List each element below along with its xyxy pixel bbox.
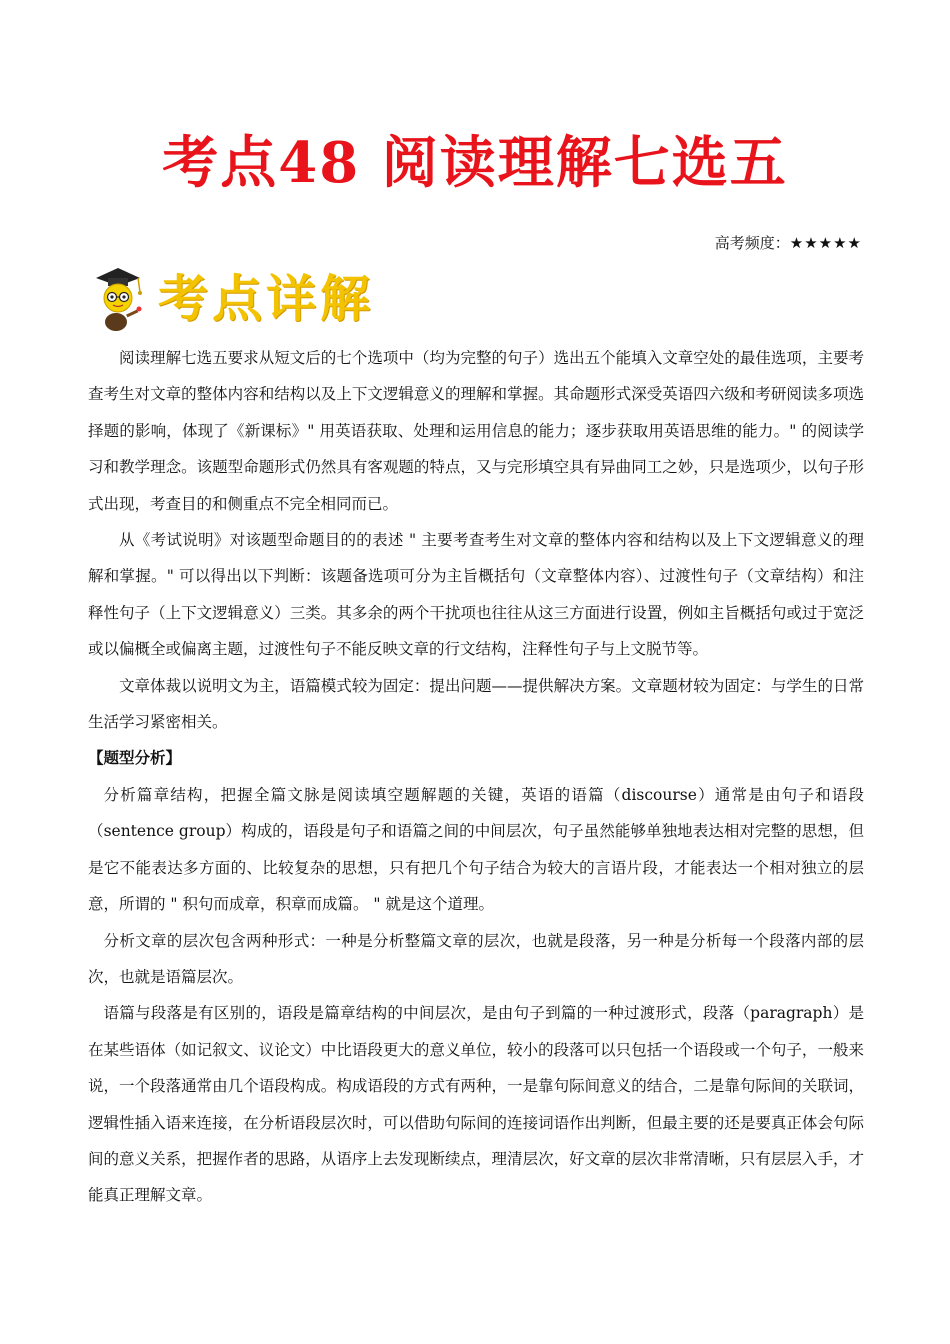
analysis-paragraph-3: 语篇与段落是有区别的，语段是篇章结构的中间层次，是由句子到篇的一种过渡形式，段落（paragraph）是在某些语体（如记叙文、议论文）中比语段更大的意义单位，较小的段落可以只包括一个语段或一个句子，一般来说，一个段落通常由几个语段构成。构成语段的方式有两种，一是靠句际间意义的结合，二是靠句际间的关联词，逻辑性插入语来连接，在分析语段层次时，可以借助句际间的连接词语作出判断，但最主要的还是要真正体会句际间的意义关系，把握作者的思路，从语序上去发现断续点，理清层次，好文章的层次非常清晰，只有层层入手，才能真正理解文章。: [88, 1004, 864, 1205]
frequency-stars: ★★★★★: [789, 234, 862, 252]
section-banner-title: 考点详解: [158, 270, 374, 328]
intro-paragraph-3: 文章体裁以说明文为主，语篇模式较为固定：提出问题——提供解决方案。文章题材较为固定：与学生的日常生活学习紧密相关。: [88, 676, 864, 732]
analysis-heading: 【题型分析】: [88, 748, 182, 768]
graduate-mascot-icon: [90, 264, 150, 334]
intro-paragraph-1: 阅读理解七选五要求从短文后的七个选项中（均为完整的句子）选出五个能填入文章空处的最佳选项，主要考查考生对文章的整体内容和结构以及上下文逻辑意义的理解和掌握。其命题形式深受英语四六级和考研阅读多项选择题的影响，体现了《新课标》" 用英语获取、处理和运用信息的能力；逐步获取用英语思维的能力。" 的阅读学习和教学理念。该题型命题形式仍然具有客观题的特点，又与完形填空具有异曲同工之妙，只是选项少，以句子形式出现，考查目的和侧重点不完全相同而已。: [88, 349, 864, 513]
section-banner: [90, 264, 374, 334]
page-title: 考点48 阅读理解七选五: [162, 130, 788, 196]
intro-paragraph-2: 从《考试说明》对该题型命题目的的表述 " 主要考查考生对文章的整体内容和结构以及上下文逻辑意义的理解和掌握。" 可以得出以下判断：该题备选项可分为主旨概括句（文章整体内容）、过渡性句子（文章结构）和注释性句子（上下文逻辑意义）三类。其多余的两个干扰项也往往从这三方面进行设置，例如主旨概括句或过于宽泛或以偏概全或偏离主题，过渡性句子不能反映文章的行文结构，注释性句子与上文脱节等。: [88, 531, 864, 659]
article-body: [88, 340, 864, 1214]
frequency-rating: [715, 232, 862, 254]
analysis-paragraph-1: 分析篇章结构，把握全篇文脉是阅读填空题解题的关键，英语的语篇（discourse）通常是由句子和语段（sentence group）构成的，语段是句子和语篇之间的中间层次，句子虽然能够单独地表达相对完整的思想，但是它不能表达多方面的、比较复杂的思想，只有把几个句子结合为较大的言语片段，才能表达一个相对独立的层意，所谓的 " 积句而成章，积章而成篇。 " 就是这个道理。: [88, 785, 864, 914]
analysis-paragraph-2: 分析文章的层次包含两种形式：一种是分析整篇文章的层次，也就是段落，另一种是分析每一个段落内部的层次，也就是语篇层次。: [88, 931, 864, 986]
frequency-label: 高考频度：: [714, 234, 790, 252]
